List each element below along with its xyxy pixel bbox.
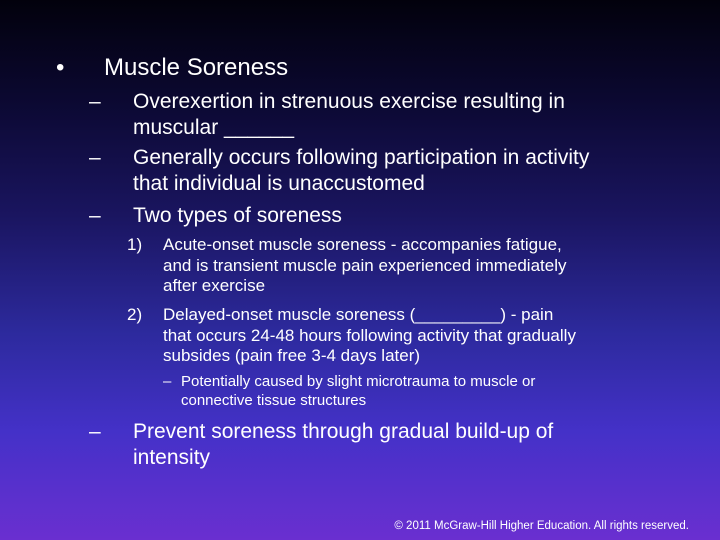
type-line: that occurs 24-48 hours following activity that gradually <box>163 325 576 345</box>
sub-note-line: Potentially caused by slight microtrauma to muscle or <box>181 373 536 390</box>
dash-marker: – <box>163 373 172 390</box>
point-two-types <box>133 203 342 229</box>
point-overexertion <box>133 89 565 141</box>
point-line: Two types of soreness <box>133 204 342 227</box>
type-number: 2) <box>127 305 143 324</box>
point-prevent-soreness <box>133 419 553 471</box>
point-line: Prevent soreness through gradual build-up of <box>133 420 554 443</box>
sub-note-microtrauma <box>181 372 535 410</box>
type-acute-onset <box>163 235 566 297</box>
slide-title: Muscle Soreness <box>104 54 289 81</box>
point-line: intensity <box>133 446 211 469</box>
point-occurrence <box>133 145 589 197</box>
type-line: Delayed-onset muscle soreness (_________) - pain <box>163 305 554 324</box>
dash-marker: – <box>89 90 101 113</box>
copyright-footer: © 2011 McGraw-Hill Higher Education. All rights reserved. <box>394 520 689 532</box>
dash-marker: – <box>89 204 101 227</box>
type-line: and is transient muscle pain experienced immediately <box>163 255 567 275</box>
bullet-marker: • <box>56 54 65 81</box>
type-line: after exercise <box>163 276 266 295</box>
dash-marker: – <box>89 420 101 443</box>
point-line: that individual is unaccustomed <box>133 172 425 195</box>
point-line: Generally occurs following participation in activity <box>133 146 590 169</box>
type-line: Acute-onset muscle soreness - accompanies fatigue, <box>163 235 562 254</box>
point-line: Overexertion in strenuous exercise resulting in <box>133 90 565 113</box>
type-number: 1) <box>127 235 143 254</box>
type-delayed-onset <box>163 305 576 367</box>
sub-note-line: connective tissue structures <box>181 392 367 409</box>
point-line: muscular ______ <box>133 116 295 139</box>
type-line: subsides (pain free 3-4 days later) <box>163 346 421 365</box>
dash-marker: – <box>89 146 101 169</box>
